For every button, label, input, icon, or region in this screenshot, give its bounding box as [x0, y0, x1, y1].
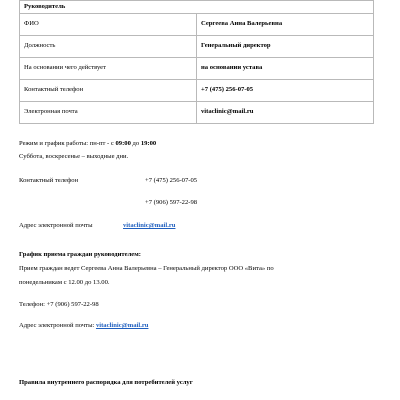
row-value: Сергеева Анна Валерьевна [197, 14, 374, 36]
table-row [20, 80, 374, 102]
row-label: ФИО [20, 14, 197, 36]
row-value: +7 (475) 256-07-05 [197, 80, 374, 102]
row-label: На основании чего действует [20, 58, 197, 80]
schedule-prefix: Режим и график работы: пн-пт - с [19, 140, 116, 147]
table-header: Руководитель [20, 1, 374, 14]
reception-title: График приема граждан руководителем: [19, 251, 141, 258]
contact-phone-1: +7 (475) 256-07-05 [145, 177, 198, 184]
table-row [20, 14, 374, 36]
schedule-from: 09:00 [115, 140, 131, 147]
contact-email-link[interactable]: vitaclinic@mail.ru [123, 222, 176, 229]
table-row [20, 58, 374, 80]
reception-email-line [19, 322, 148, 330]
contact-email-label: Адрес электронной почты [19, 222, 93, 229]
row-value: на основании устава [197, 58, 374, 80]
table-row [20, 36, 374, 58]
director-info-table [19, 0, 374, 124]
row-value: vitaclinic@mail.ru [197, 102, 374, 124]
row-label: Электронная почта [20, 102, 197, 124]
row-value: Генеральный директор [197, 36, 374, 58]
row-label: Должность [20, 36, 197, 58]
schedule-to: 19:00 [140, 140, 157, 147]
reception-email-link[interactable]: vitaclinic@mail.ru [95, 322, 149, 329]
rules-title: Правила внутреннего распорядка для потребителей услуг [19, 379, 193, 386]
contact-phone-label: Контактный телефон [19, 177, 79, 184]
row-label: Контактный телефон [20, 80, 197, 102]
reception-phone: Телефон: +7 (906) 597-22-98 [19, 301, 99, 308]
contact-phone-2: +7 (906) 597-22-98 [145, 199, 198, 206]
reception-email-label: Адрес электронной почты: [19, 322, 96, 329]
table-row [20, 102, 374, 124]
reception-line-2: понедельникам с 12.00 до 13.00. [19, 279, 110, 286]
reception-line-1: Прием граждан ведет Сергеева Анна Валерьевна – Генеральный директор ООО «Вита» по [19, 265, 274, 272]
schedule-weekend: Суббота, воскресенье – выходные дни. [19, 153, 129, 160]
schedule-line [19, 140, 156, 148]
table-header-row [20, 1, 374, 14]
schedule-mid: до [130, 140, 141, 147]
